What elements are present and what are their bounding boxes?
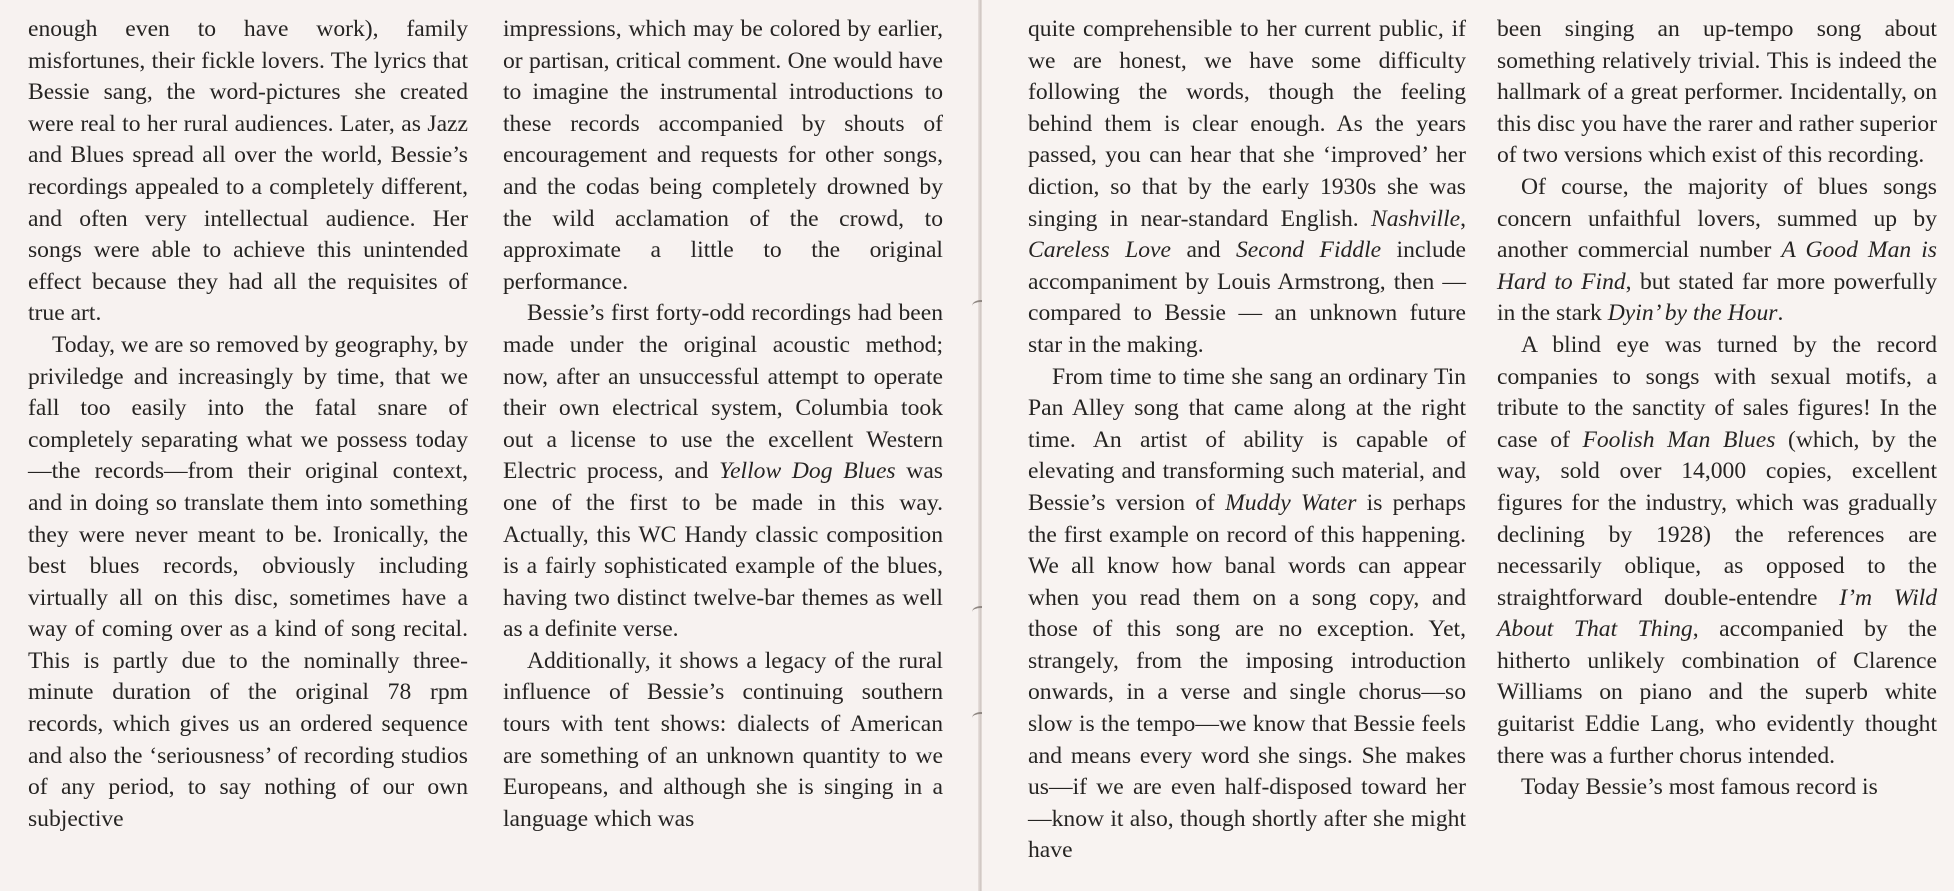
song-title: I’m Wild About That Thing: [1497, 584, 1937, 643]
punctuation: ,: [1460, 205, 1466, 232]
paragraph: impressions, which may be colored by earlier, or partisan, critical comment. One would have to imagine the instrumental introductions to these records accompanied by shouts of encouragement and requests for other songs, and the codas being completely drowned by the wild acclamation of the crowd, to approximate a little to the original performance.: [503, 16, 943, 295]
paragraph-text: , accompanied by the hitherto unlikely combination of Clarence Williams on piano and the superb white guitarist Eddie Lang, who evidently thought there was a further chorus intended.: [1497, 616, 1938, 769]
paragraph-text: A blind eye was turned by the record companies to songs with sexual motifs, a tribute to the sanctity of sales figures! In the case of: [1497, 331, 1937, 453]
conjunction: and: [1171, 237, 1236, 264]
paragraph: Today, we are so removed by geography, by priviledge and increasingly by time, that we fall too easily into the fatal snare of completely separating what we possess today—the records—from their original context, and in doing so translate them into something they were never meant to be. Ironically, the best blues records, obviously including virtually all on this disc, sometimes have a way of coming over as a kind of song recital. This is partly due to the nominally three-minute duration of the original 78 rpm records, which gives us an ordered sequence and also the ‘seriousness’ of recording studios of any period, to say nothing of our own subjective: [28, 331, 468, 832]
paragraph: [503, 298, 943, 646]
song-title: Yellow Dog Blues: [719, 458, 896, 485]
column-1: [28, 14, 468, 835]
paragraph: been singing an up-tempo song about something relatively trivial. This is indeed the hallmark of a great performer. Incidentally, on this disc you have the rarer and rather superior of two versions which exist of this recording.: [1497, 16, 1937, 169]
paragraph: [1028, 14, 1466, 362]
column-4: [1497, 14, 1937, 804]
paragraph: [1497, 330, 1937, 772]
paragraph-text: , but stated far more powerfully in the stark: [1497, 268, 1937, 327]
paragraph: [1497, 172, 1937, 330]
paragraph-text: include accompaniment by Louis Armstrong, then — compared to Bessie — an unknown future star in the making.: [1028, 237, 1467, 358]
paragraph: enough even to have work), family misfortunes, their fickle lovers. The lyrics that Bessie sang, the word-pictures she created were real to her rural audiences. Later, as Jazz and Blues spread all over the world, Bessie’s recordings appealed to a completely different, and often very intellectual audience. Her songs were able to achieve this unintended effect because they had all the requisites of true art.: [28, 16, 468, 327]
song-title: A Good Man is Hard to Find: [1497, 237, 1937, 295]
song-title: Muddy Water: [1225, 489, 1357, 516]
paragraph-text: Bessie’s first forty-odd recordings had been made under the original acoustic method; now, after an unsuccessful attempt to operate their own electrical system, Columbia took out a license to use the excellent Western Electric process, and: [503, 300, 943, 485]
column-3: [1028, 14, 1466, 867]
song-title: Foolish Man Blues: [1582, 426, 1776, 453]
song-title: Careless Love: [1028, 237, 1172, 264]
paragraph-text: was one of the first to be made in this way. Actually, this WC Handy classic composition is a fairly sophisticated example of the blues, having two distinct twelve-bar themes as well as a definite verse.: [503, 458, 943, 643]
punctuation: .: [1777, 300, 1784, 327]
paragraph-text: From time to time she sang an ordinary Tin Pan Alley song that came along at the right time. An artist of ability is capable of elevating and transforming such material, and Bessie’s version of: [1028, 363, 1466, 516]
paragraph: [1028, 362, 1466, 868]
paragraph-text: (which, by the way, sold over 14,000 copies, excellent figures for the industry, which was gradually declining by 1928) the references are necessarily oblique, as opposed to the straightforward double-entendre: [1497, 426, 1937, 611]
song-title: Second Fiddle: [1235, 237, 1382, 264]
song-title: Nashville: [1370, 205, 1461, 232]
paragraph: Today Bessie’s most famous record is: [1521, 774, 1878, 801]
column-2: [503, 14, 943, 835]
paragraph-text: quite comprehensible to her current public, if we are honest, we have some difficulty following the words, though the feeling behind them is clear enough. As the years passed, you can hear that she ‘improved’ her diction, so that by the early 1930s she was singing in near-standard English.: [1028, 16, 1466, 232]
paragraph-text: Of course, the majority of blues songs concern unfaithful lovers, summed up by another commercial number: [1497, 173, 1937, 264]
song-title: Dyin’ by the Hour: [1607, 300, 1778, 327]
paragraph: Additionally, it shows a legacy of the rural influence of Bessie’s continuing southern tours with tent shows: dialects of American are something of an unknown quantity to we Europeans, and although she is singing in a language which was: [503, 647, 943, 832]
paragraph-text: is perhaps the first example on record of this happening. We all know how banal words can appear when you read them on a song copy, and those of this song are no exception. Yet, strangely, from the imposing introduction onwards, in a verse and single chorus—so slow is the tempo—we know that Bessie feels and means every word she sings. She makes us—if we are even half-disposed toward her—know it also, though shortly after she might have: [1028, 489, 1466, 864]
